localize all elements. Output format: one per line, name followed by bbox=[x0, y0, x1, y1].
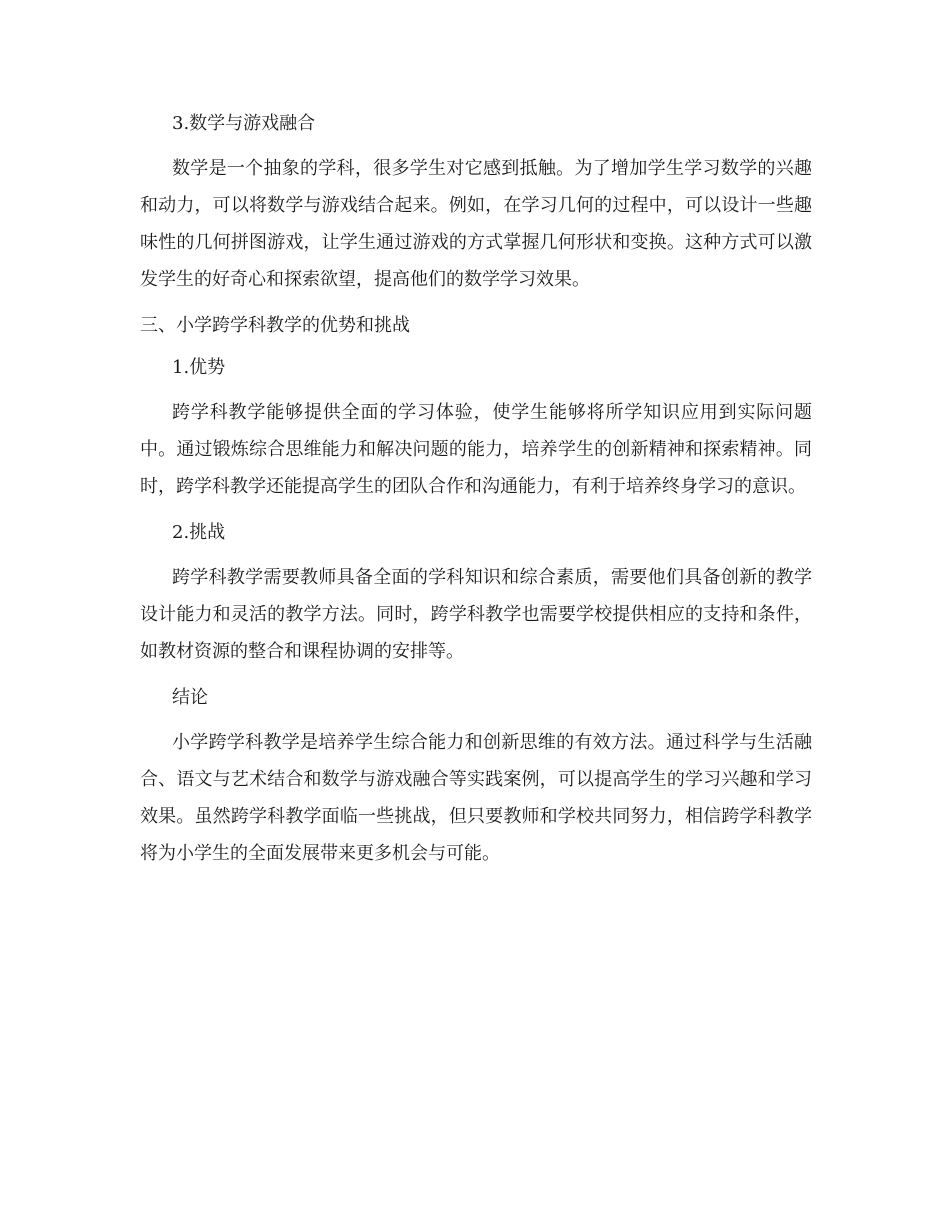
section-heading-math-game: 3.数学与游戏融合 bbox=[172, 113, 316, 134]
paragraph-math-game: 数学是一个抽象的学科，很多学生对它感到抵触。为了增加学生学习数学的兴趣和动力，可以将数学与游戏结合起来。例如，在学习几何的过程中，可以设计一些趣味性的几何拼图游戏，让学生通过游戏的方式掌握几何形状和变换。这种方式可以激发学生的好奇心和探索欲望，提高他们的数学学习效果。 bbox=[140, 158, 812, 290]
section-heading-conclusion: 结论 bbox=[172, 687, 208, 708]
document-body bbox=[140, 108, 812, 872]
paragraph-challenges: 跨学科教学需要教师具备全面的学科知识和综合素质，需要他们具备创新的教学设计能力和灵活的教学方法。同时，跨学科教学也需要学校提供相应的支持和条件，如教材资源的整合和课程协调的安排等。 bbox=[140, 567, 812, 662]
chapter-heading-advantages-challenges: 三、小学跨学科教学的优势和挑战 bbox=[140, 315, 410, 336]
section-heading-advantages: 1.优势 bbox=[172, 357, 226, 378]
section-heading-challenges: 2.挑战 bbox=[172, 522, 226, 543]
paragraph-conclusion: 小学跨学科教学是培养学生综合能力和创新思维的有效方法。通过科学与生活融合、语文与艺术结合和数学与游戏融合等实践案例，可以提高学生的学习兴趣和学习效果。虽然跨学科教学面临一些挑战，但只要教师和学校共同努力，相信跨学科教学将为小学生的全面发展带来更多机会与可能。 bbox=[140, 732, 812, 864]
paragraph-advantages: 跨学科教学能够提供全面的学习体验，使学生能够将所学知识应用到实际问题中。通过锻炼综合思维能力和解决问题的能力，培养学生的创新精神和探索精神。同时，跨学科教学还能提高学生的团队合作和沟通能力，有利于培养终身学习的意识。 bbox=[140, 402, 812, 497]
